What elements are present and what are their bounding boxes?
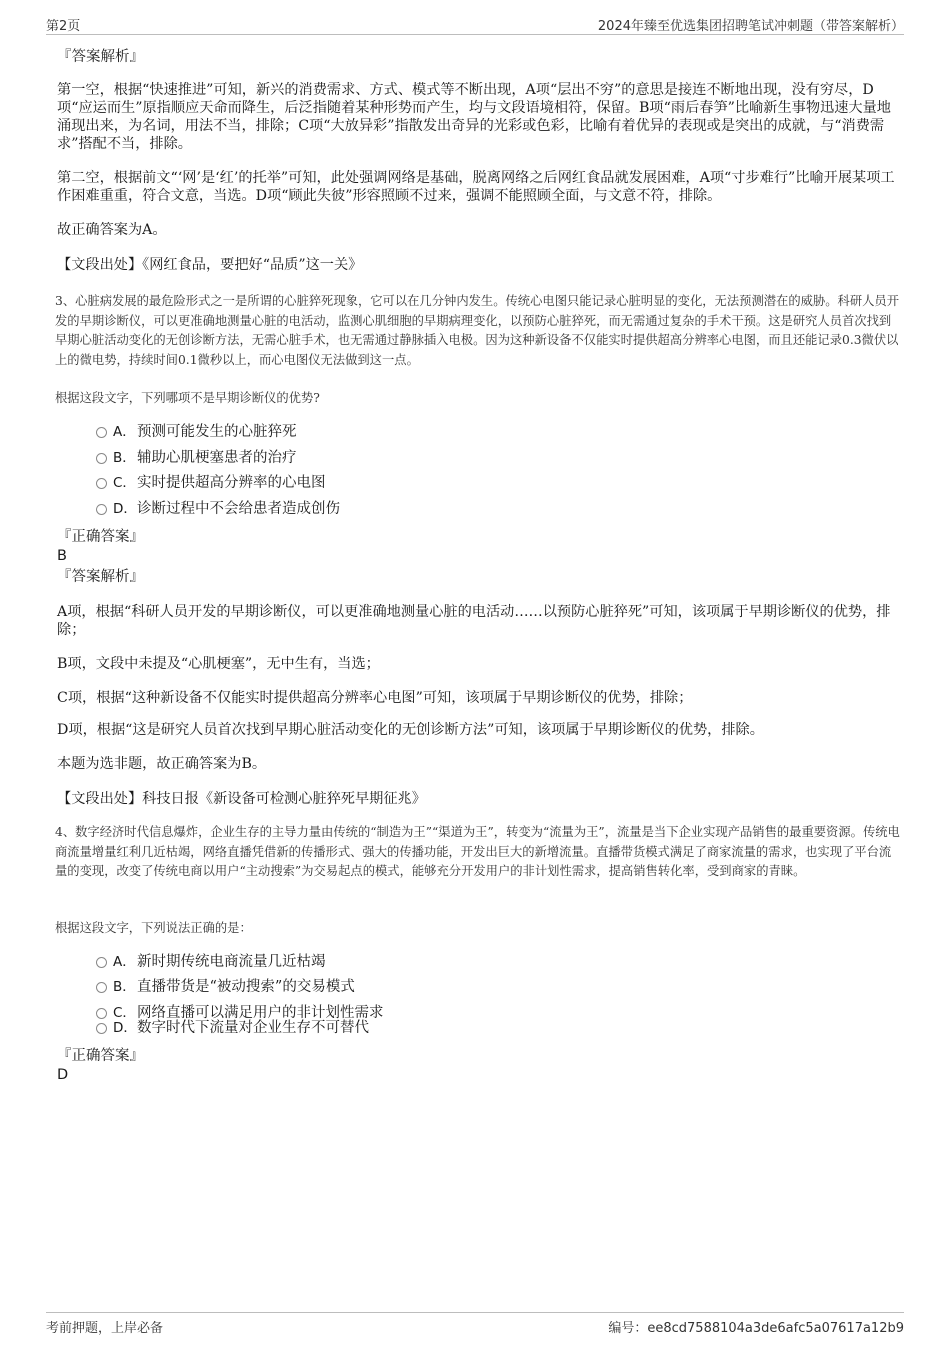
- question-4-option-d[interactable]: D．数字时代下流量对企业生存不可替代: [96, 1019, 369, 1037]
- correct-answer: B: [57, 548, 67, 564]
- source-citation: 【文段出处】《网红食品，要把好“品质”这一关》: [57, 257, 363, 273]
- analysis-item-d: D项，根据“这是研究人员首次找到早期心脏活动变化的无创诊断方法”可知，该项属于早期诊断仪的优势，排除。: [57, 722, 764, 738]
- source-citation: 【文段出处】科技日报《新设备可检测心脏猝死早期征兆》: [57, 791, 426, 807]
- analysis-heading: 『答案解析』: [57, 49, 144, 65]
- radio-icon[interactable]: [96, 1008, 107, 1019]
- document-id: 编号：ee8cd7588104a3de6afc5a07617a12b9: [608, 1321, 904, 1336]
- correct-answer: D: [57, 1067, 69, 1083]
- footer-slogan: 考前押题，上岸必备: [46, 1321, 164, 1336]
- radio-icon[interactable]: [96, 1023, 107, 1034]
- radio-icon[interactable]: [96, 957, 107, 968]
- page-footer: [46, 1312, 904, 1336]
- question-4-option-c[interactable]: C．网络直播可以满足用户的非计划性需求: [96, 1004, 384, 1022]
- question-4-text: 4、数字经济时代信息爆炸，企业生存的主导力量由传统的“制造为王”“渠道为王”，转变为“流量为王”，流量是当下企业实现产品销售的最重要资源。传统电商流量增量红利几近枯竭，网络直播凭借新的传播形式、强大的传播功能，开发出巨大的新增流量。直播带货模式满足了商家流量的需求，也实现了平台流量的变现，改变了传统电商以用户“主动搜索”为交易起点的模式，能够充分开发用户的非计划性需求，提高销售转化率，受到商家的青睐。: [55, 825, 900, 879]
- analysis-paragraph-2: 第二空，根据前文“‘网’是‘红’的托举”可知，此处强调网络是基础，脱离网络之后网红食品就发展困难，A项“寸步难行”比喻开展某项工作困难重重，符合文意，当选。D项“顾此失彼”形容照顾不过来，强调不能照顾全面，与文意不符，排除。: [57, 170, 895, 204]
- question-3-option-d[interactable]: D．诊断过程中不会给患者造成创伤: [96, 500, 340, 518]
- radio-icon[interactable]: [96, 504, 107, 515]
- page-header: [46, 14, 904, 35]
- question-4-prompt: 根据这段文字，下列说法正确的是：: [55, 921, 252, 935]
- correct-answer-heading: 『正确答案』: [57, 1048, 144, 1064]
- question-4-option-b[interactable]: B．直播带货是“被动搜索”的交易模式: [96, 978, 355, 996]
- radio-icon[interactable]: [96, 982, 107, 993]
- document-title: 2024年臻至优选集团招聘笔试冲刺题（带答案解析）: [597, 19, 904, 34]
- question-3-option-b[interactable]: B．辅助心肌梗塞患者的治疗: [96, 449, 297, 467]
- analysis-paragraph-1: 第一空，根据“快速推进”可知，新兴的消费需求、方式、模式等不断出现，A项“层出不穷”的意思是接连不断地出现，没有穷尽，D项“应运而生”原指顺应天命而降生，后泛指随着某种形势而产生，均与文段语境相符，保留。B项“雨后春笋”比喻新生事物迅速大量地涌现出来，为名词，用法不当，排除；C项“大放异彩”指散发出奇异的光彩或色彩，比喻有着优异的表现或是突出的成就，与“消费需求”搭配不当，排除。: [57, 82, 891, 152]
- correct-answer-heading: 『正确答案』: [57, 529, 144, 545]
- analysis-item-c: C项，根据“这种新设备不仅能实时提供超高分辨率心电图”可知，该项属于早期诊断仪的优势，排除；: [57, 690, 693, 706]
- radio-icon[interactable]: [96, 478, 107, 489]
- analysis-heading: 『答案解析』: [57, 569, 144, 585]
- analysis-item-a: A项，根据“科研人员开发的早期诊断仪，可以更准确地测量心脏的电活动……以预防心脏猝死”可知，该项属于早期诊断仪的优势，排除；: [57, 604, 891, 638]
- analysis-conclusion: 本题为选非题，故正确答案为B。: [57, 756, 267, 772]
- question-3-text: 3、心脏病发展的最危险形式之一是所谓的心脏猝死现象，它可以在几分钟内发生。传统心电图只能记录心脏明显的变化，无法预测潜在的威胁。科研人员开发的早期诊断仪，可以更准确地测量心脏的电活动，监测心肌细胞的早期病理变化，以预防心脏猝死，而无需通过复杂的手术干预。这是研究人员首次找到早期心脏活动变化的无创诊断方法，无需心脏手术，也无需通过静脉插入电极。因为这种新设备不仅能实时提供超高分辨率心电图，而且还能记录0.3微伏以上的微电势，持续时间0.1微秒以上，而心电图仪无法做到这一点。: [55, 294, 900, 367]
- question-4-option-a[interactable]: A．新时期传统电商流量几近枯竭: [96, 953, 326, 971]
- question-3-option-c[interactable]: C．实时提供超高分辨率的心电图: [96, 474, 326, 492]
- page-number: 第2页: [46, 19, 81, 34]
- analysis-conclusion: 故正确答案为A。: [57, 222, 167, 238]
- radio-icon[interactable]: [96, 453, 107, 464]
- radio-icon[interactable]: [96, 427, 107, 438]
- analysis-item-b: B项，文段中未提及“心肌梗塞”，无中生有，当选；: [57, 656, 380, 672]
- question-3-option-a[interactable]: A．预测可能发生的心脏猝死: [96, 423, 297, 441]
- question-3-prompt: 根据这段文字，下列哪项不是早期诊断仪的优势?: [55, 391, 320, 405]
